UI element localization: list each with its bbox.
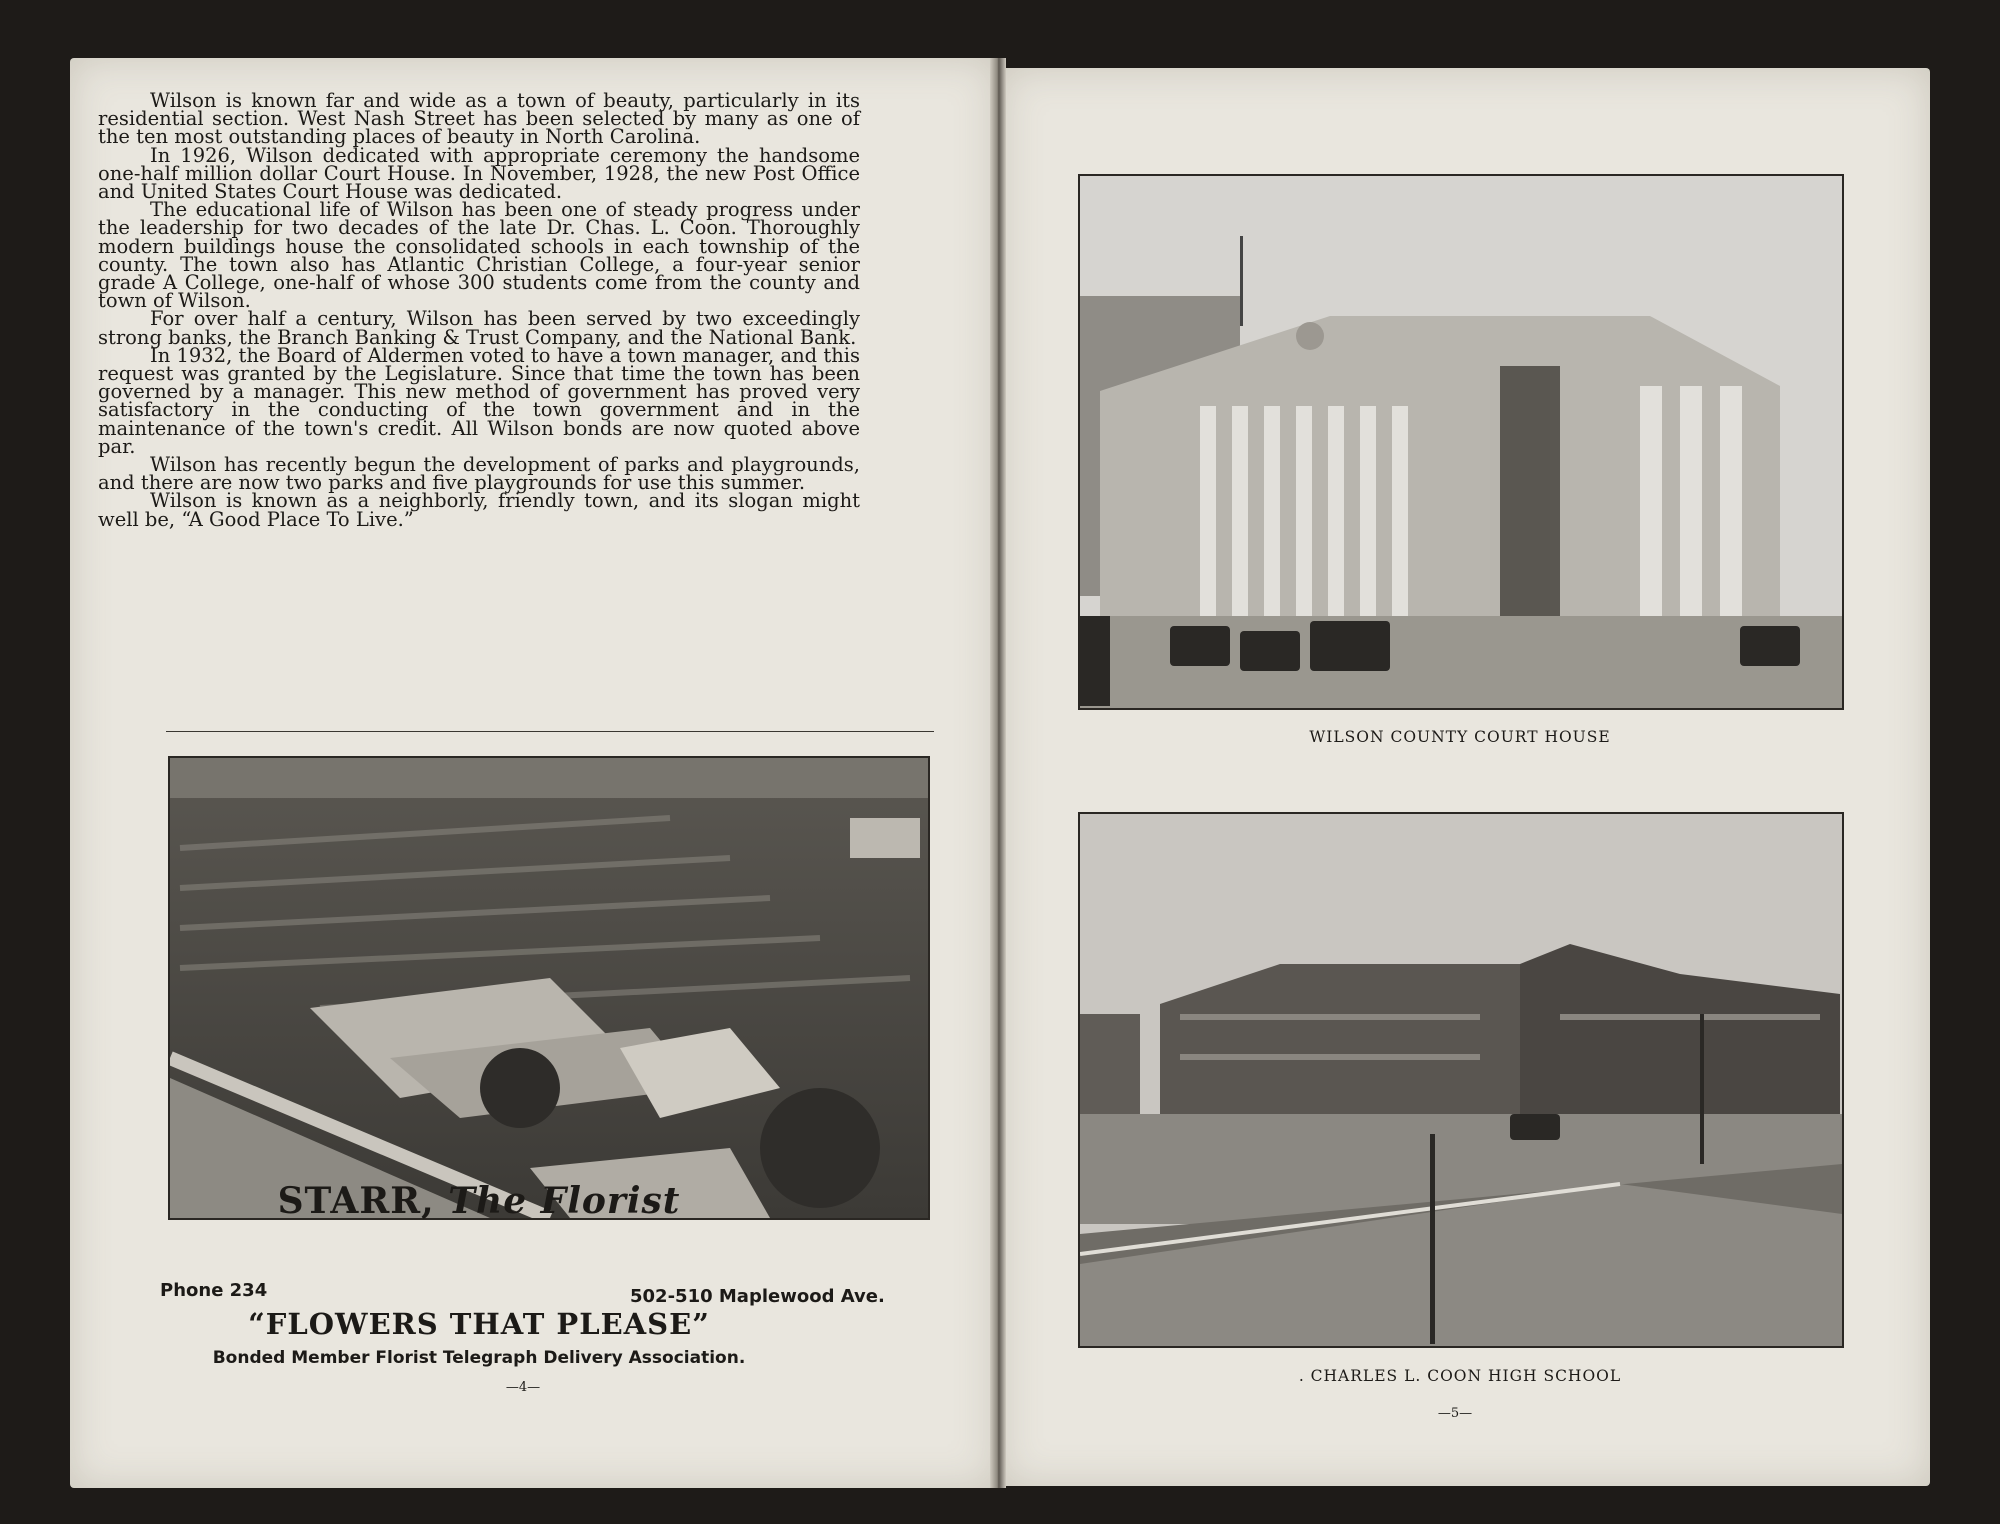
paragraph: Wilson has recently begun the development of parks and playgrounds, and there are now two parks and five playgrounds for use this summer. <box>98 453 860 495</box>
ad-phone: Phone 234 <box>160 1280 268 1301</box>
ad-name: STARR, <box>277 1180 435 1222</box>
ad-address: 502-510 Maplewood Ave. <box>630 1286 885 1307</box>
body-text <box>98 89 860 531</box>
paragraph: Wilson is known far and wide as a town of beauty, particularly in its residential section. West Nash Street has been selected by many as one of the ten most outstanding places of beauty in North Carolina. <box>98 89 860 149</box>
paragraph: For over half a century, Wilson has been served by two exceedingly strong banks, the Branch Banking & Trust Company, and the National Bank. <box>98 307 860 349</box>
page-number-right: —5— <box>1437 1406 1473 1421</box>
florist-aerial-photo <box>168 756 930 1220</box>
ad-title <box>98 1180 860 1222</box>
paragraph: Wilson is known as a neighborly, friendly town, and its slogan might well be, “A Good Place To Live.” <box>98 489 860 531</box>
caption-court-house: WILSON COUNTY COURT HOUSE <box>1309 728 1611 746</box>
ad-name-italic: The Florist <box>448 1180 681 1222</box>
paragraph: In 1932, the Board of Aldermen voted to have a town manager, and this request was granted by the Legislature. Since that time the town has been governed by a manager. This new method of government has proved very satisfactory in the conducting of the town government and in the maintenance of the town's credit. All Wilson bonds are now quoted above par. <box>98 343 860 458</box>
ad-membership: Bonded Member Florist Telegraph Delivery Association. <box>212 1348 746 1368</box>
caption-high-school: . CHARLES L. COON HIGH SCHOOL <box>1298 1367 1622 1385</box>
paragraph: In 1926, Wilson dedicated with appropriate ceremony the handsome one-half million dollar Court House. In November, 1928, the new Post Office and United States Court House was dedicated. <box>98 143 860 204</box>
court-house-photo <box>1078 174 1844 710</box>
ad-slogan: “FLOWERS THAT PLEASE” <box>248 1307 710 1341</box>
page-number-left: —4— <box>505 1380 541 1395</box>
paragraph: The educational life of Wilson has been one of steady progress under the leadership for two decades of the late Dr. Chas. L. Coon. Thoroughly modern buildings house the consolidated schools in each township of the county. The town also has Atlantic Christian College, a four-year senior grade A College, one-half of whose 300 students come from the county and town of Wilson. <box>98 198 860 313</box>
book-gutter <box>990 58 1006 1488</box>
high-school-photo <box>1078 812 1844 1348</box>
divider-rule <box>166 731 934 732</box>
